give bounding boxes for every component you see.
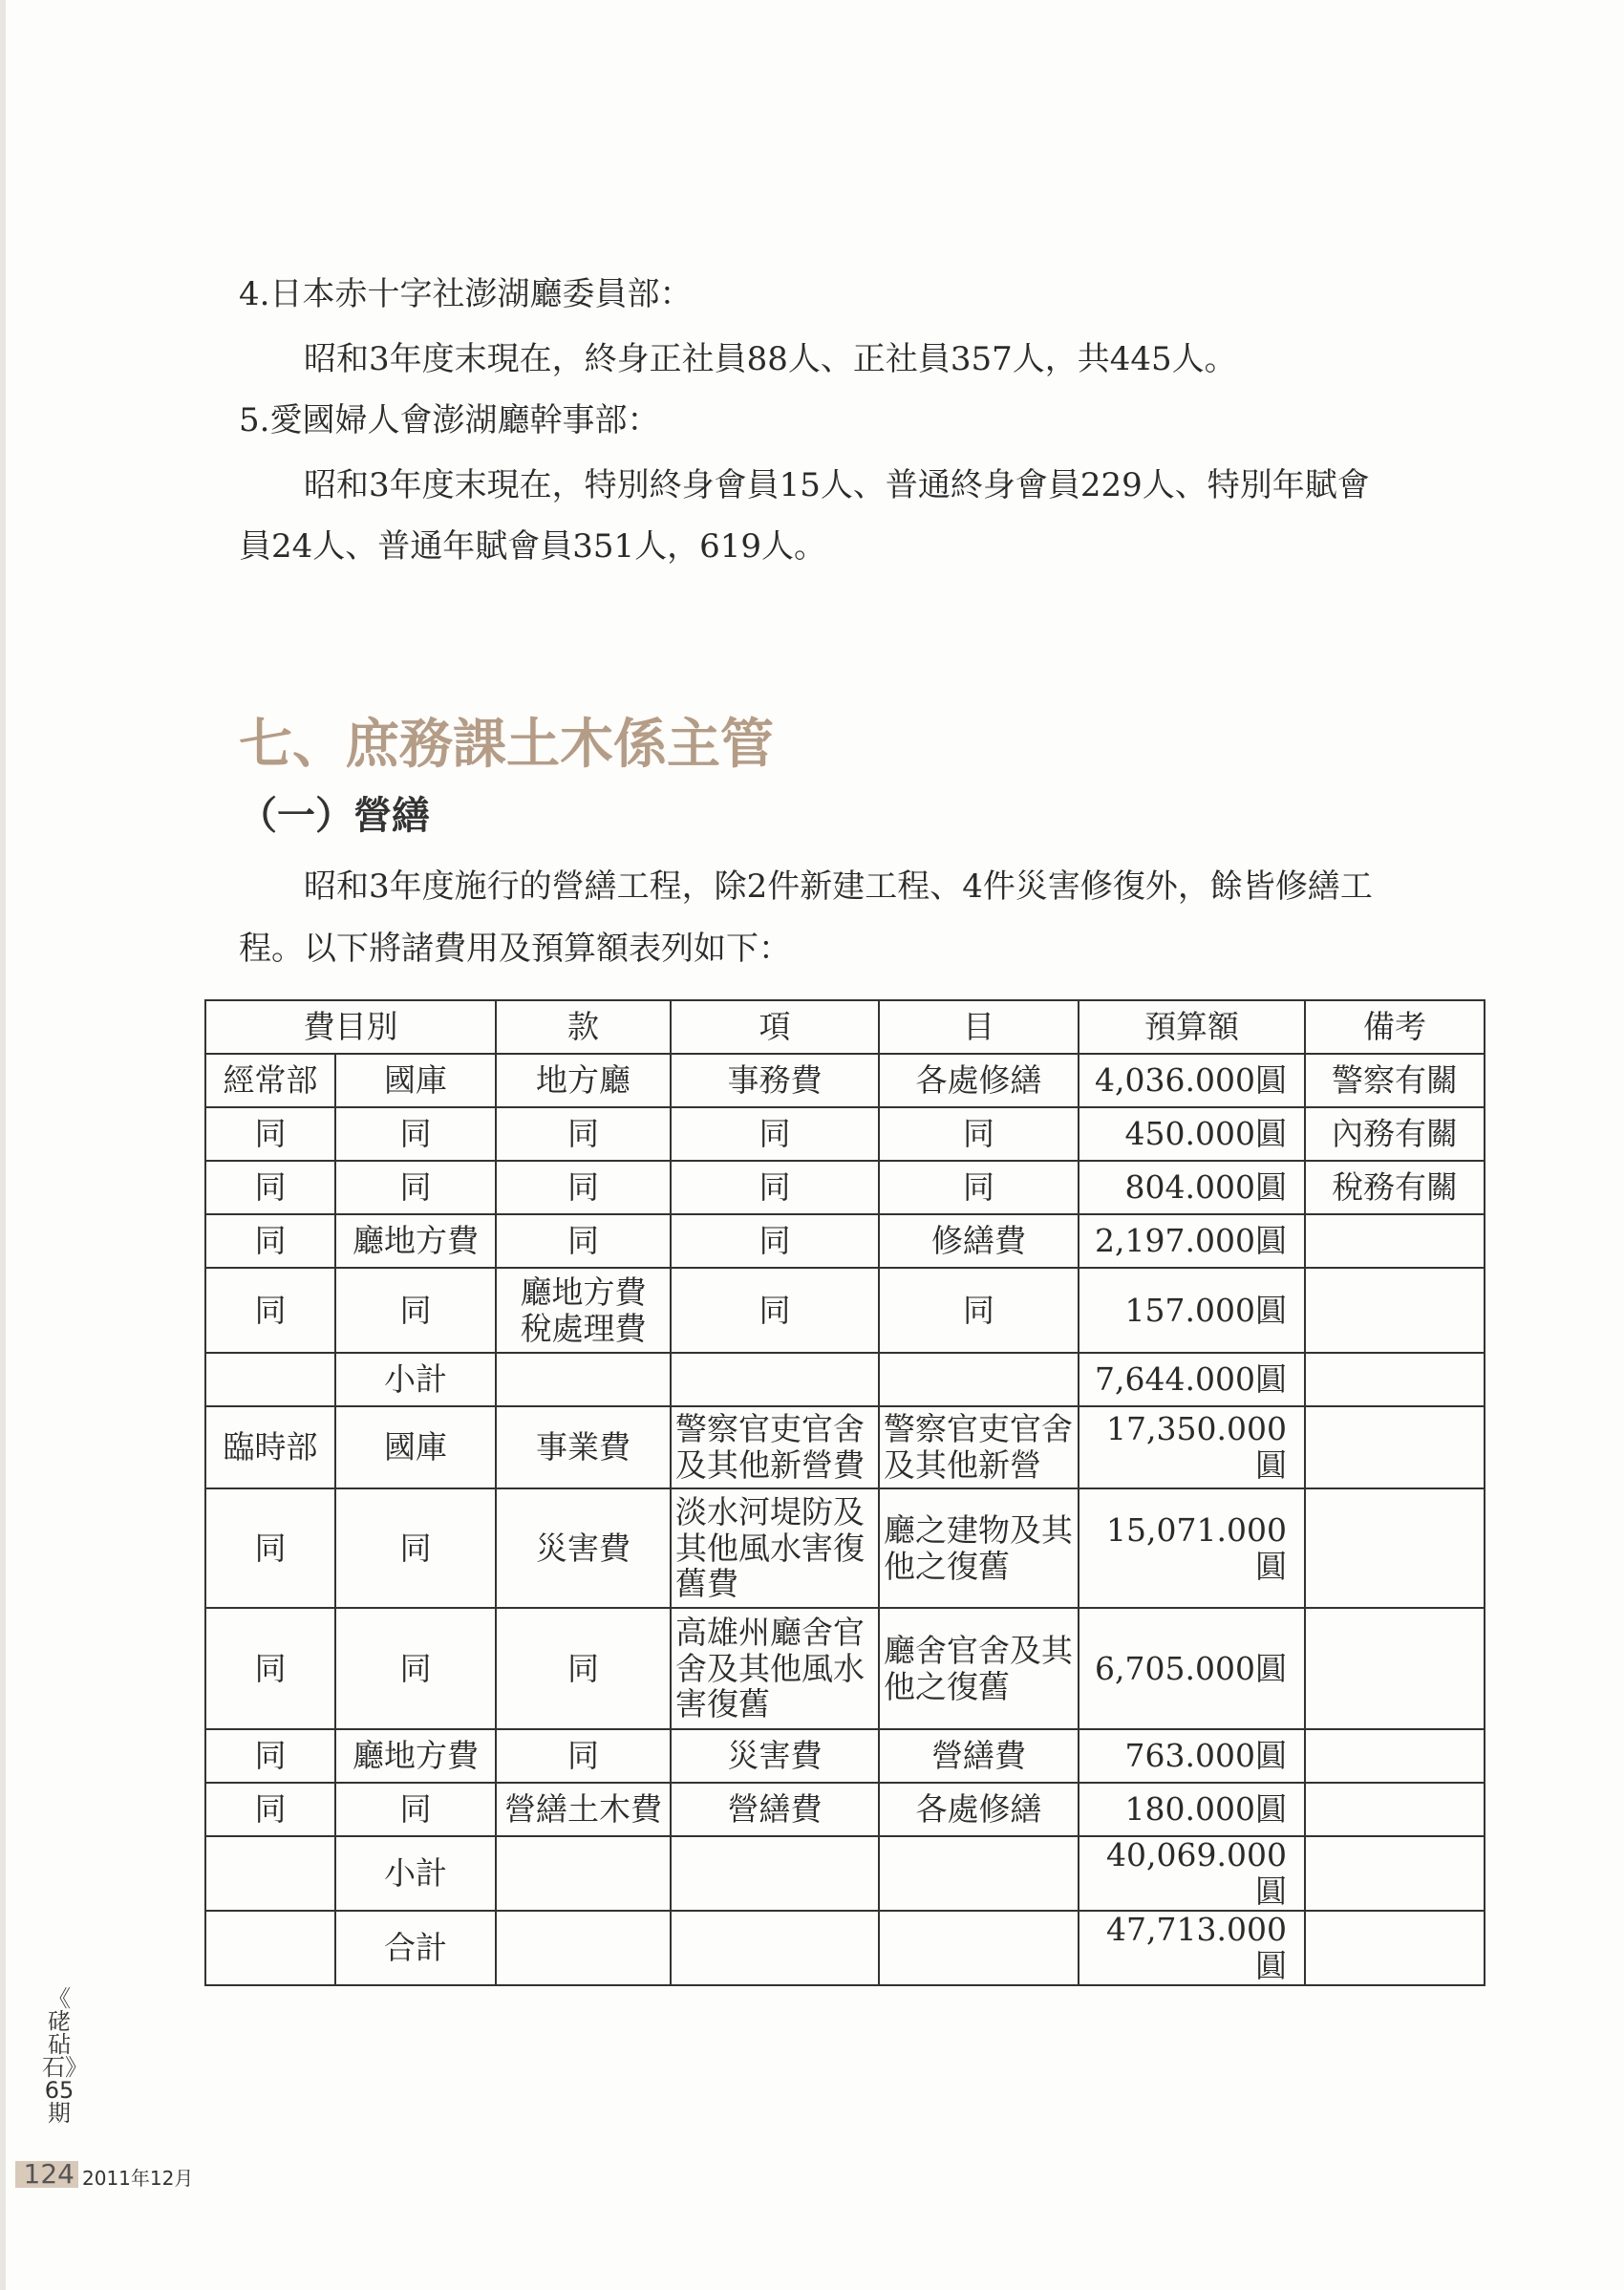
table-cell: 同 bbox=[205, 1488, 335, 1608]
table-cell bbox=[1305, 1783, 1485, 1836]
table-cell: 國庫 bbox=[335, 1054, 496, 1107]
table-cell: 災害費 bbox=[671, 1729, 879, 1783]
table-header-row bbox=[205, 1000, 1485, 1054]
table-cell: 同 bbox=[335, 1161, 496, 1214]
table-cell: 警察官吏官舍及其他新營 bbox=[879, 1406, 1079, 1488]
table-cell: 同 bbox=[205, 1729, 335, 1783]
table-cell: 同 bbox=[335, 1268, 496, 1353]
table-cell: 經常部 bbox=[205, 1054, 335, 1107]
table-row bbox=[205, 1406, 1485, 1488]
table-cell: 2,197.000圓 bbox=[1079, 1214, 1305, 1268]
table-cell: 同 bbox=[671, 1161, 879, 1214]
page-edge bbox=[0, 0, 6, 2290]
table-cell: 地方廳 bbox=[496, 1054, 671, 1107]
table-cell bbox=[671, 1353, 879, 1406]
table-cell bbox=[879, 1911, 1079, 1985]
table-cell: 同 bbox=[205, 1608, 335, 1729]
table-cell: 同 bbox=[879, 1268, 1079, 1353]
table-cell: 17,350.000圓 bbox=[1079, 1406, 1305, 1488]
table-cell: 40,069.000圓 bbox=[1079, 1836, 1305, 1911]
table-cell: 同 bbox=[879, 1107, 1079, 1161]
table-cell: 同 bbox=[335, 1107, 496, 1161]
item-5-heading: 5.愛國婦人會澎湖廳幹事部： bbox=[239, 401, 660, 439]
table-row bbox=[205, 1836, 1485, 1911]
table-cell: 合計 bbox=[335, 1911, 496, 1985]
table-cell: 同 bbox=[671, 1107, 879, 1161]
table-cell: 同 bbox=[496, 1608, 671, 1729]
table-cell: 763.000圓 bbox=[1079, 1729, 1305, 1783]
table-cell: 同 bbox=[205, 1268, 335, 1353]
table-cell: 同 bbox=[496, 1214, 671, 1268]
table-cell: 450.000圓 bbox=[1079, 1107, 1305, 1161]
magazine-title: 《硓砧石》65期 bbox=[42, 1985, 76, 2127]
table-header-cell: 預算額 bbox=[1079, 1000, 1305, 1054]
table-cell bbox=[1305, 1214, 1485, 1268]
table-cell bbox=[1305, 1836, 1485, 1911]
table-cell: 同 bbox=[496, 1161, 671, 1214]
table-header-cell: 目 bbox=[879, 1000, 1079, 1054]
table-cell: 15,071.000圓 bbox=[1079, 1488, 1305, 1608]
table-cell: 6,705.000圓 bbox=[1079, 1608, 1305, 1729]
table-cell: 稅務有關 bbox=[1305, 1161, 1485, 1214]
table-cell: 各處修繕 bbox=[879, 1054, 1079, 1107]
table-row bbox=[205, 1054, 1485, 1107]
table-cell: 同 bbox=[879, 1161, 1079, 1214]
table-row bbox=[205, 1608, 1485, 1729]
table-row bbox=[205, 1911, 1485, 1985]
page-number: 124 bbox=[15, 2161, 78, 2188]
table-cell bbox=[205, 1836, 335, 1911]
table-cell: 同 bbox=[335, 1608, 496, 1729]
table-cell: 營繕費 bbox=[879, 1729, 1079, 1783]
table-cell: 47,713.000圓 bbox=[1079, 1911, 1305, 1985]
table-header-cell: 備考 bbox=[1305, 1000, 1485, 1054]
table-row bbox=[205, 1107, 1485, 1161]
table-header-cell: 費目別 bbox=[205, 1000, 496, 1054]
table-row bbox=[205, 1214, 1485, 1268]
table-cell bbox=[1305, 1353, 1485, 1406]
table-cell bbox=[1305, 1911, 1485, 1985]
table-cell bbox=[1305, 1729, 1485, 1783]
table-cell: 7,644.000圓 bbox=[1079, 1353, 1305, 1406]
issue-date: 2011年12月 bbox=[82, 2167, 194, 2190]
table-header-cell: 項 bbox=[671, 1000, 879, 1054]
table-cell: 同 bbox=[671, 1214, 879, 1268]
table-cell bbox=[496, 1836, 671, 1911]
table-cell: 小計 bbox=[335, 1353, 496, 1406]
table-cell: 同 bbox=[496, 1729, 671, 1783]
table-cell: 淡水河堤防及其他風水害復舊費 bbox=[671, 1488, 879, 1608]
table-cell: 廳地方費 bbox=[335, 1214, 496, 1268]
table-row bbox=[205, 1161, 1485, 1214]
table-row bbox=[205, 1783, 1485, 1836]
table-row bbox=[205, 1353, 1485, 1406]
table-cell: 修繕費 bbox=[879, 1214, 1079, 1268]
table-cell: 災害費 bbox=[496, 1488, 671, 1608]
table-cell: 180.000圓 bbox=[1079, 1783, 1305, 1836]
table-cell: 事業費 bbox=[496, 1406, 671, 1488]
table-row bbox=[205, 1729, 1485, 1783]
intro-line2: 程。以下將諸費用及預算額表列如下： bbox=[239, 930, 791, 968]
table-cell: 同 bbox=[205, 1783, 335, 1836]
table-cell: 同 bbox=[205, 1107, 335, 1161]
table-cell bbox=[1305, 1488, 1485, 1608]
table-cell: 各處修繕 bbox=[879, 1783, 1079, 1836]
table-cell: 157.000圓 bbox=[1079, 1268, 1305, 1353]
table-cell: 臨時部 bbox=[205, 1406, 335, 1488]
table-cell: 804.000圓 bbox=[1079, 1161, 1305, 1214]
subsection-title: （一）營繕 bbox=[239, 794, 430, 838]
table-row bbox=[205, 1268, 1485, 1353]
table-cell bbox=[671, 1836, 879, 1911]
item-4-heading: 4.日本赤十字社澎湖廳委員部： bbox=[239, 275, 693, 313]
table-cell: 同 bbox=[671, 1268, 879, 1353]
item-5-body-line2: 員24人、普通年賦會員351人，619人。 bbox=[239, 527, 827, 566]
table-cell: 廳地方費 bbox=[335, 1729, 496, 1783]
table-cell bbox=[879, 1836, 1079, 1911]
table-cell: 4,036.000圓 bbox=[1079, 1054, 1305, 1107]
table-cell bbox=[1305, 1268, 1485, 1353]
table-cell: 國庫 bbox=[335, 1406, 496, 1488]
table-cell: 事務費 bbox=[671, 1054, 879, 1107]
table-cell: 同 bbox=[335, 1488, 496, 1608]
table-cell: 同 bbox=[496, 1107, 671, 1161]
table-cell bbox=[671, 1911, 879, 1985]
table-cell: 小計 bbox=[335, 1836, 496, 1911]
item-5-body-line1: 昭和3年度末現在，特別終身會員15人、普通終身會員229人、特別年賦會 bbox=[304, 466, 1370, 504]
table-cell bbox=[879, 1353, 1079, 1406]
table-cell: 警察官吏官舍及其他新營費 bbox=[671, 1406, 879, 1488]
table-cell bbox=[1305, 1406, 1485, 1488]
table-cell: 同 bbox=[335, 1783, 496, 1836]
section-title: 七、庶務課土木係主管 bbox=[239, 714, 774, 776]
table-cell: 同 bbox=[205, 1214, 335, 1268]
table-cell: 廳之建物及其他之復舊 bbox=[879, 1488, 1079, 1608]
table-cell: 警察有關 bbox=[1305, 1054, 1485, 1107]
table-cell: 廳舍官舍及其他之復舊 bbox=[879, 1608, 1079, 1729]
table-cell bbox=[1305, 1608, 1485, 1729]
table-cell bbox=[496, 1353, 671, 1406]
table-row bbox=[205, 1488, 1485, 1608]
intro-line1: 昭和3年度施行的營繕工程，除2件新建工程、4件災害修復外，餘皆修繕工 bbox=[304, 867, 1373, 906]
table-header-cell: 款 bbox=[496, 1000, 671, 1054]
budget-table bbox=[204, 999, 1485, 1986]
table-cell bbox=[205, 1353, 335, 1406]
table-cell bbox=[205, 1911, 335, 1985]
table-cell: 內務有關 bbox=[1305, 1107, 1485, 1161]
table-cell bbox=[496, 1911, 671, 1985]
item-4-body: 昭和3年度末現在，終身正社員88人、正社員357人，共445人。 bbox=[304, 340, 1237, 378]
table-cell: 營繕土木費 bbox=[496, 1783, 671, 1836]
table-cell: 營繕費 bbox=[671, 1783, 879, 1836]
table-cell: 同 bbox=[205, 1161, 335, 1214]
table-cell: 高雄州廳舍官舍及其他風水害復舊 bbox=[671, 1608, 879, 1729]
table-cell: 廳地方費稅處理費 bbox=[496, 1268, 671, 1353]
